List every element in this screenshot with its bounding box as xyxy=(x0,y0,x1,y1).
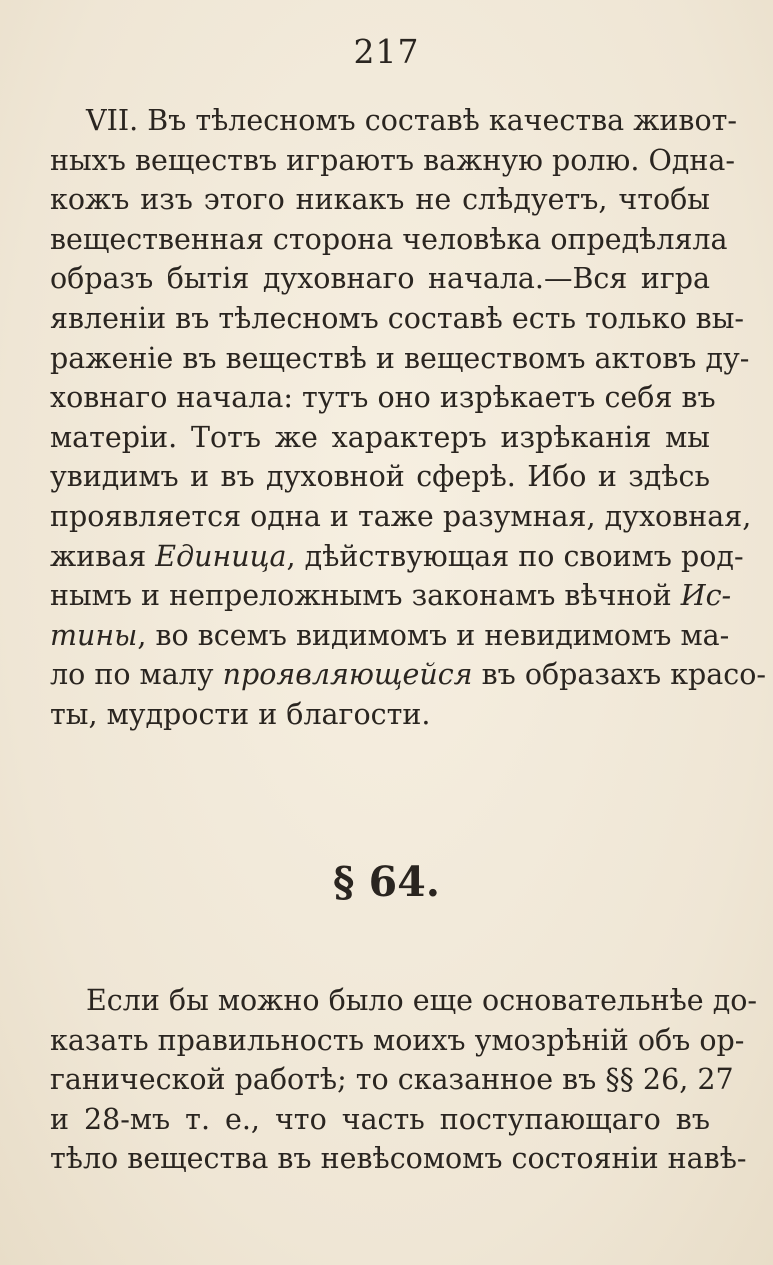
italic-term-edinitsa: Единица xyxy=(155,539,287,573)
text-run: ло по малу xyxy=(50,658,223,692)
text-line: и 28-мъ т. е., что часть поступающаго въ xyxy=(50,1102,710,1136)
text-run: въ образахъ красо- xyxy=(472,658,766,692)
text-line xyxy=(50,576,732,616)
text-line: ховнаго начала: тутъ оно изрѣкаетъ себя въ xyxy=(50,381,716,415)
text-line: ты, мудрости и благости. xyxy=(50,697,431,731)
section-heading: § 64. xyxy=(332,858,441,906)
paragraph-section-63-part-7 xyxy=(50,101,766,735)
page-number: 217 xyxy=(353,32,420,71)
italic-term-istiny-end: тины xyxy=(50,618,138,652)
italic-term-proyavlyayushcheysya: проявляющейся xyxy=(222,658,473,692)
text-run: живая xyxy=(50,539,156,573)
text-line: вещественная сторона человѣка опредѣляла xyxy=(50,222,728,256)
text-line: ныхъ веществъ играютъ важную ролю. Одна- xyxy=(50,143,735,177)
text-line: кожъ изъ этого никакъ не слѣдуетъ, чтобы xyxy=(50,183,710,217)
text-line: увидимъ и въ духовной сферѣ. Ибо и здѣсь xyxy=(50,460,710,494)
text-line: Если бы можно было еще основательнѣе до- xyxy=(86,984,758,1017)
text-run: нымъ и непреложнымъ законамъ вѣчной xyxy=(50,579,681,613)
text-line: матеріи. Тотъ же характеръ изрѣканія мы xyxy=(50,420,710,454)
text-line: раженіе въ веществѣ и веществомъ актовъ ду- xyxy=(50,341,750,375)
text-line: тѣло вещества въ невѣсомомъ состояніи навѣ- xyxy=(50,1142,747,1176)
text-line: явленіи въ тѣлесномъ составѣ есть только вы- xyxy=(50,301,745,335)
text-line xyxy=(50,537,744,577)
text-line: образъ бытія духовнаго начала.—Вся игра xyxy=(50,262,710,296)
text-line: ганической работѣ; то сказанное въ §§ 26, 27 xyxy=(50,1063,734,1097)
italic-term-istiny-start: Ис- xyxy=(680,579,732,613)
text-line: проявляется одна и таже разумная, духовная, xyxy=(50,499,752,533)
text-line: казать правильность моихъ умозрѣній объ ор- xyxy=(50,1023,745,1057)
text-line: VII. Въ тѣлесномъ составѣ качества живот- xyxy=(86,104,738,137)
text-run: , дѣйствующая по своимъ род- xyxy=(286,539,744,573)
paragraph-section-64 xyxy=(50,981,758,1179)
text-line xyxy=(50,616,730,656)
text-line xyxy=(50,655,766,695)
text-run: , во всемъ видимомъ и невидимомъ ма- xyxy=(137,618,730,652)
